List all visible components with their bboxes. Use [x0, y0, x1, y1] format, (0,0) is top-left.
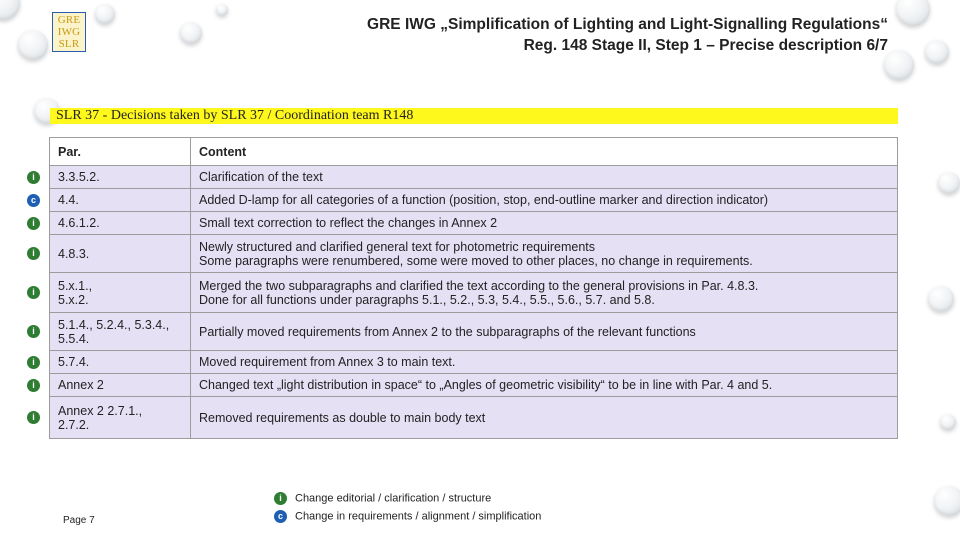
table-row	[50, 273, 898, 313]
section-banner	[50, 108, 898, 124]
water-drop-decoration	[0, 0, 20, 20]
water-drop-decoration	[884, 50, 914, 80]
content-cell: Removed requirements as double to main body text	[191, 397, 898, 439]
water-drop-decoration	[95, 4, 115, 24]
logo-line: IWG	[57, 26, 81, 38]
water-drop-decoration	[216, 4, 228, 16]
table-row	[50, 212, 898, 235]
water-drop-decoration	[180, 22, 202, 44]
water-drop-decoration	[928, 286, 954, 312]
info-marker-icon: i	[27, 247, 40, 260]
title-line-1: GRE IWG „Simplification of Lighting and Light-Signalling Regulations“	[367, 16, 888, 33]
info-marker-icon: i	[27, 286, 40, 299]
slide-title	[367, 14, 888, 56]
header-par: Par.	[50, 138, 191, 166]
content-cell: Small text correction to reflect the changes in Annex 2	[191, 212, 898, 235]
paragraph-cell: Annex 2	[50, 374, 191, 397]
table-header-row	[50, 138, 898, 166]
water-drop-decoration	[925, 40, 949, 64]
content-cell: Merged the two subparagraphs and clarified the text according to the general provisions in Par. 4.8.3. Done for all functions under paragraphs 5.1., 5.2., 5.3, 5.4., 5.5., 5.6., 5.7. and 5.8.	[191, 273, 898, 313]
info-marker-icon: i	[27, 356, 40, 369]
legend-item	[274, 492, 491, 505]
table-row	[50, 235, 898, 273]
logo-line: GRE	[57, 14, 81, 26]
change-marker-icon: c	[27, 194, 40, 207]
paragraph-cell: 4.4.	[50, 189, 191, 212]
page-number: Page 7	[63, 515, 95, 526]
table-row	[50, 374, 898, 397]
content-cell: Added D-lamp for all categories of a function (position, stop, end-outline marker and direction indicator)	[191, 189, 898, 212]
table-row	[50, 351, 898, 374]
legend-item	[274, 510, 541, 523]
change-marker-icon: c	[274, 510, 287, 523]
info-marker-icon: i	[27, 379, 40, 392]
paragraph-cell: 5.1.4., 5.2.4., 5.3.4., 5.5.4.	[50, 313, 191, 351]
gre-iwg-slr-logo	[52, 12, 86, 52]
paragraph-cell: 4.8.3.	[50, 235, 191, 273]
info-marker-icon: i	[27, 171, 40, 184]
water-drop-decoration	[940, 414, 956, 430]
title-line-2: Reg. 148 Stage II, Step 1 – Precise description 6/7	[523, 37, 888, 54]
paragraph-cell: Annex 2 2.7.1., 2.7.2.	[50, 397, 191, 439]
table-row	[50, 166, 898, 189]
table-row	[50, 189, 898, 212]
paragraph-cell: 3.3.5.2.	[50, 166, 191, 189]
header-content: Content	[191, 138, 898, 166]
water-drop-decoration	[18, 30, 48, 60]
content-cell: Partially moved requirements from Annex 2 to the subparagraphs of the relevant functions	[191, 313, 898, 351]
water-drop-decoration	[896, 0, 930, 26]
info-marker-icon: i	[274, 492, 287, 505]
content-cell: Moved requirement from Annex 3 to main text.	[191, 351, 898, 374]
content-cell: Clarification of the text	[191, 166, 898, 189]
legend-text: Change in requirements / alignment / simplification	[295, 510, 542, 523]
paragraph-cell: 4.6.1.2.	[50, 212, 191, 235]
info-marker-icon: i	[27, 325, 40, 338]
table-row	[50, 313, 898, 351]
water-drop-decoration	[938, 172, 960, 194]
table-row	[50, 397, 898, 439]
paragraph-cell: 5.7.4.	[50, 351, 191, 374]
content-cell: Changed text „light distribution in space“ to „Angles of geometric visibility“ to be in line with Par. 4 and 5.	[191, 374, 898, 397]
info-marker-icon: i	[27, 217, 40, 230]
water-drop-decoration	[934, 486, 960, 516]
info-marker-icon: i	[27, 411, 40, 424]
table-body	[50, 166, 898, 439]
banner-text: SLR 37 - Decisions taken by SLR 37 / Coordination team R148	[56, 108, 414, 123]
paragraph-cell: 5.x.1., 5.x.2.	[50, 273, 191, 313]
legend-text: Change editorial / clarification / structure	[295, 492, 492, 505]
logo-line: SLR	[58, 38, 80, 50]
decisions-table	[49, 137, 898, 439]
content-cell: Newly structured and clarified general text for photometric requirements Some paragraphs were renumbered, some were moved to other places, no change in requirements.	[191, 235, 898, 273]
